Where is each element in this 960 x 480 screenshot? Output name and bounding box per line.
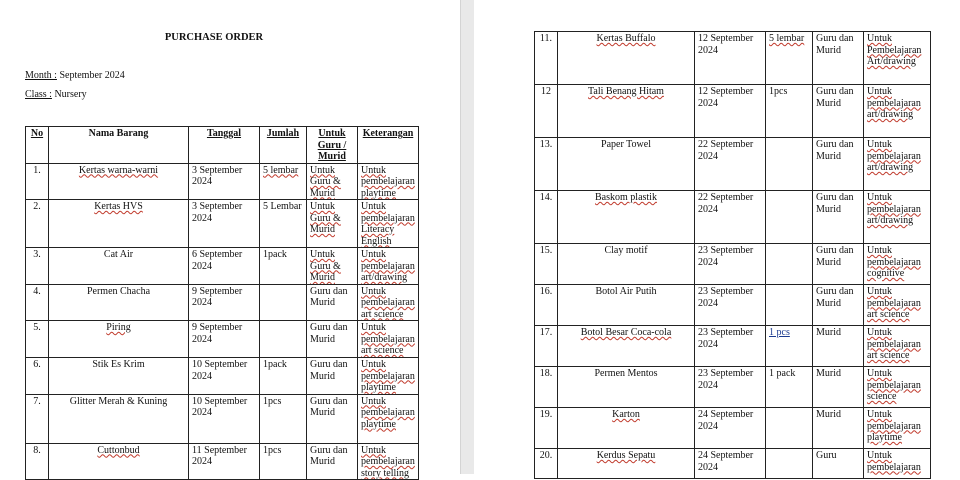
row-date: 9 September 2024 [189,321,260,358]
document-title: PURCHASE ORDER [164,32,264,43]
row-note: Untuk pembelajaran art/drawing [864,138,931,191]
class-line [25,89,87,100]
row-note: Untuk pembelajaran playtime [358,358,419,395]
table-row [535,138,931,191]
row-qty [260,321,307,358]
row-qty: 5 lembar [260,163,307,200]
row-qty: 5 lembar [766,32,813,85]
row-for: Murid [813,408,864,449]
row-note: Untuk pembelajaran [864,449,931,479]
row-for: Guru dan Murid [307,394,358,443]
row-item: Botol Air Putih [558,285,695,326]
row-no: 1. [26,163,49,200]
row-date: 9 September 2024 [189,284,260,321]
row-no: 13. [535,138,558,191]
row-item: Kertas HVS [49,200,189,248]
row-for: Guru dan Murid [307,443,358,480]
row-no: 6. [26,358,49,395]
row-for: Murid [813,326,864,367]
row-note: Untuk pembelajaran playtime [864,408,931,449]
row-item: Kertas warna-warni [49,163,189,200]
table-row [535,285,931,326]
header-no: No [26,127,49,164]
table-row [26,394,419,443]
row-note: Untuk pembelajaran art/drawing [864,85,931,138]
table-row [26,443,419,480]
row-no: 18. [535,367,558,408]
class-label: Class : [25,89,52,100]
row-for: Murid [813,367,864,408]
class-value: Nursery [51,89,87,100]
row-for: Guru dan Murid [813,32,864,85]
row-for: Untuk Guru & Murid [307,163,358,200]
row-date: 3 September 2024 [189,200,260,248]
row-item: Glitter Merah & Kuning [49,394,189,443]
month-line [25,70,125,81]
row-item: Botol Besar Coca-cola [558,326,695,367]
row-item: Kertas Buffalo [558,32,695,85]
row-qty: 1pcs [766,85,813,138]
row-date: 23 September 2024 [695,244,766,285]
row-for: Guru dan Murid [813,85,864,138]
row-for: Guru dan Murid [307,321,358,358]
row-no: 19. [535,408,558,449]
row-no: 2. [26,200,49,248]
row-qty [766,191,813,244]
row-no: 5. [26,321,49,358]
row-date: 6 September 2024 [189,248,260,285]
table-row [535,449,931,479]
table-row [26,248,419,285]
row-no: 7. [26,394,49,443]
month-value: September 2024 [56,70,125,81]
row-date: 11 September 2024 [189,443,260,480]
header-qty: Jumlah [260,127,307,164]
row-for: Guru dan Murid [307,358,358,395]
table-row [26,358,419,395]
table-row [535,408,931,449]
document-page-right [474,0,960,474]
row-item: Paper Towel [558,138,695,191]
table-row [535,326,931,367]
row-qty: 1 pack [766,367,813,408]
row-note: Untuk pembelajaran art science [358,321,419,358]
row-note: Untuk pembelajaran playtime [358,163,419,200]
row-note: Untuk pembelajaran art/drawing [864,191,931,244]
row-date: 12 September 2024 [695,32,766,85]
row-note: Untuk pembelajaran Literacy English [358,200,419,248]
row-for: Guru [813,449,864,479]
row-date: 23 September 2024 [695,326,766,367]
purchase-table-right [534,31,931,479]
row-date: 3 September 2024 [189,163,260,200]
row-note: Untuk pembelajaran art science [358,284,419,321]
header-for: Untuk Guru / Murid [307,127,358,164]
row-item: Permen Mentos [558,367,695,408]
row-qty [766,408,813,449]
row-date: 10 September 2024 [189,358,260,395]
row-note: Untuk pembelajaran art science [864,326,931,367]
table-row [535,191,931,244]
table-row [26,321,419,358]
header-item: Nama Barang [49,127,189,164]
row-item: Kerdus Sepatu [558,449,695,479]
row-for: Guru dan Murid [813,138,864,191]
row-date: 22 September 2024 [695,138,766,191]
row-note: Untuk pembelajaran art science [864,285,931,326]
row-note: Untuk pembelajaran story telling [358,443,419,480]
row-no: 8. [26,443,49,480]
table-header-row [26,127,419,164]
row-date: 22 September 2024 [695,191,766,244]
table-row [535,367,931,408]
table-row [26,163,419,200]
row-note: Untuk pembelajaran art/drawing [358,248,419,285]
row-item: Stik Es Krim [49,358,189,395]
row-qty: 1pcs [260,394,307,443]
row-for: Guru dan Murid [813,285,864,326]
month-label: Month : [25,70,57,81]
row-qty: 1pack [260,248,307,285]
row-date: 12 September 2024 [695,85,766,138]
row-no: 15. [535,244,558,285]
row-qty [766,449,813,479]
row-note: Untuk Pembelajaran Art/drawing [864,32,931,85]
purchase-table-left [25,126,419,480]
row-date: 24 September 2024 [695,408,766,449]
row-item: Clay motif [558,244,695,285]
row-item: Permen Chacha [49,284,189,321]
row-qty: 1 pcs [766,326,813,367]
table-row [535,32,931,85]
row-no: 14. [535,191,558,244]
table-row [535,244,931,285]
row-no: 16. [535,285,558,326]
row-qty: 5 Lembar [260,200,307,248]
row-qty [260,284,307,321]
table-row [26,284,419,321]
row-for: Untuk Guru & Murid [307,248,358,285]
row-date: 24 September 2024 [695,449,766,479]
row-no: 12 [535,85,558,138]
row-note: Untuk pembelajaran science [864,367,931,408]
row-for: Guru dan Murid [307,284,358,321]
row-no: 20. [535,449,558,479]
header-date: Tanggal [189,127,260,164]
row-item: Cuttonbud [49,443,189,480]
row-date: 10 September 2024 [189,394,260,443]
row-no: 3. [26,248,49,285]
page-gutter [460,0,475,474]
row-for: Guru dan Murid [813,191,864,244]
row-for: Untuk Guru & Murid [307,200,358,248]
row-date: 23 September 2024 [695,367,766,408]
row-item: Baskom plastik [558,191,695,244]
row-date: 23 September 2024 [695,285,766,326]
row-note: Untuk pembelajaran playtime [358,394,419,443]
row-no: 17. [535,326,558,367]
row-item: Karton [558,408,695,449]
row-item: Cat Air [49,248,189,285]
header-note: Keterangan [358,127,419,164]
document-page-left [0,0,460,479]
table-row [535,85,931,138]
row-for: Guru dan Murid [813,244,864,285]
row-qty [766,138,813,191]
row-no: 11. [535,32,558,85]
row-qty [766,285,813,326]
row-qty: 1pcs [260,443,307,480]
table-row [26,200,419,248]
row-qty: 1pack [260,358,307,395]
row-item: Piring [49,321,189,358]
row-note: Untuk pembelajaran cognitive [864,244,931,285]
row-item: Tali Benang Hitam [558,85,695,138]
row-qty [766,244,813,285]
row-no: 4. [26,284,49,321]
